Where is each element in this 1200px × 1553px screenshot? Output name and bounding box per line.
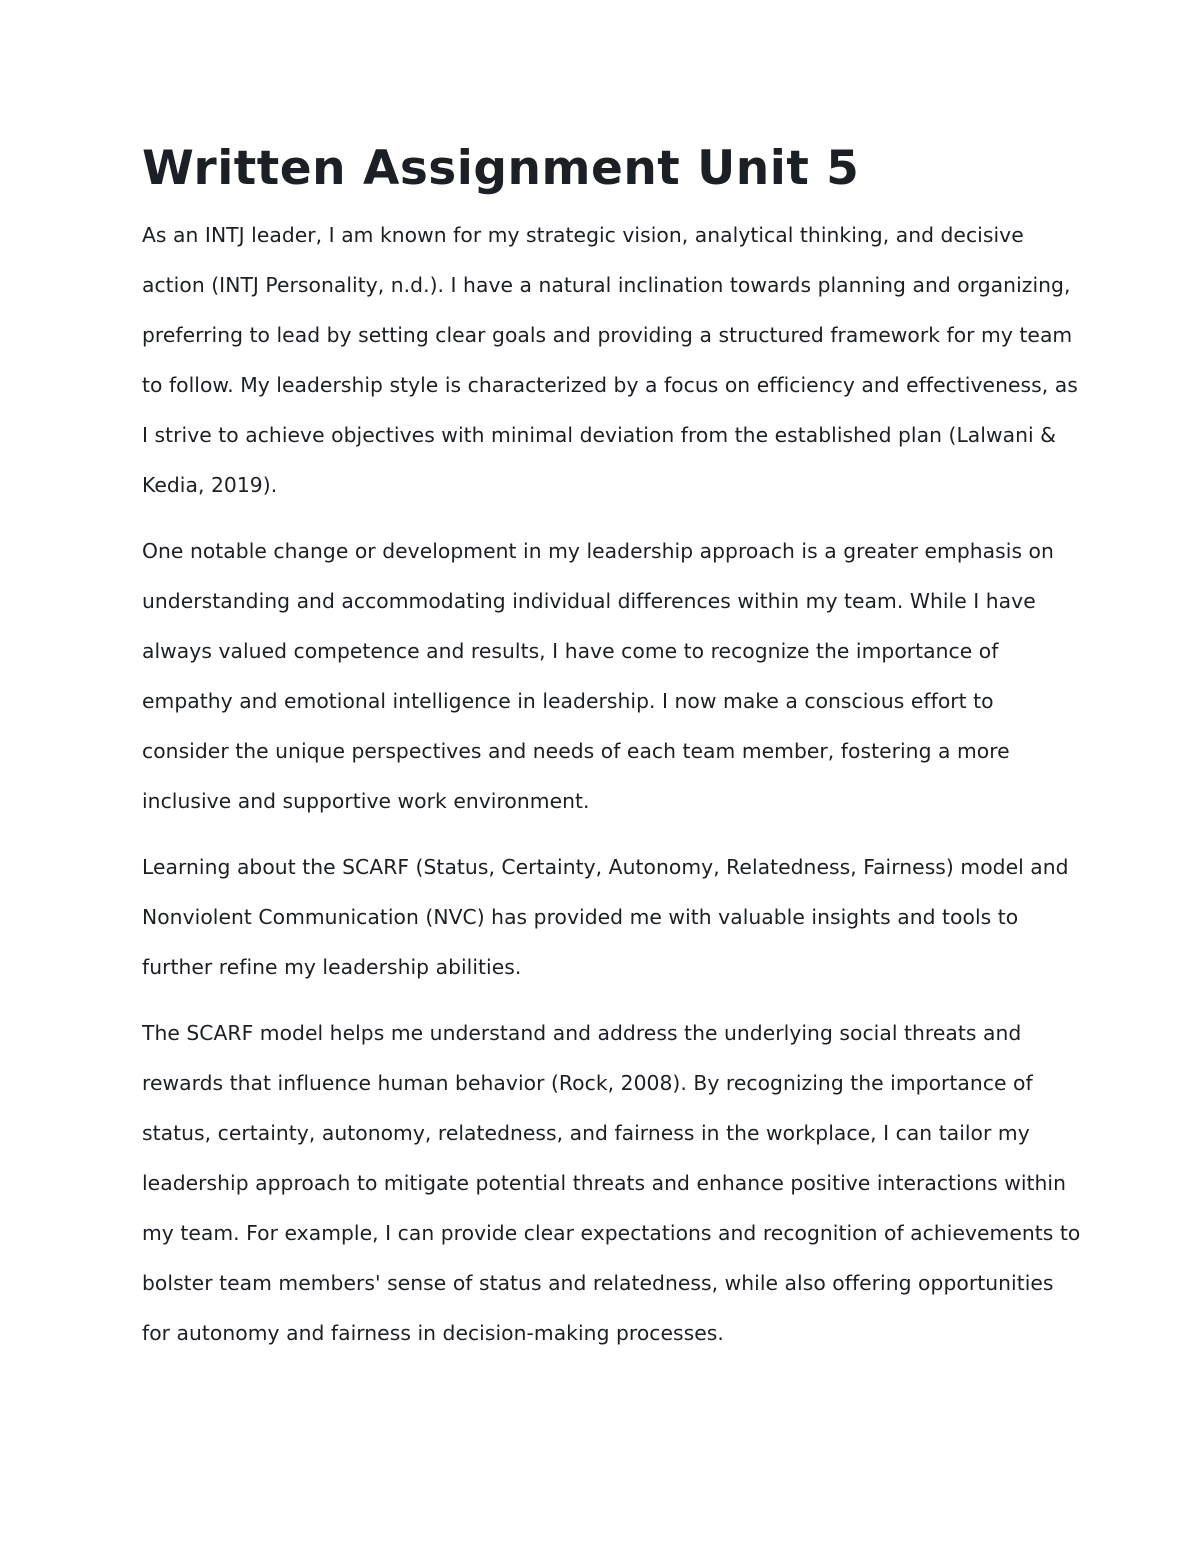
- document-title: Written Assignment Unit 5: [142, 141, 860, 196]
- paragraph-scarf-nvc: Learning about the SCARF (Status, Certainty, Autonomy, Relatedness, Fairness) model and Nonviolent Communication (NVC) has provided me with valuable insights and tools to further refine my leadership abilities.: [142, 855, 1069, 979]
- document-body: [142, 138, 1082, 1374]
- paragraph-intj-leader: As an INTJ leader, I am known for my strategic vision, analytical thinking, and decisive action (INTJ Personality, n.d.). I have a natural inclination towards planning and organizing, preferring to lead by setting clear goals and providing a structured framework for my team to follow. My leadership style is characterized by a focus on efficiency and effectiveness, as I strive to achieve objectives with minimal deviation from the established plan (Lalwani & Kedia, 2019).: [142, 223, 1078, 497]
- paragraph-leadership-change: One notable change or development in my leadership approach is a greater emphasis on understanding and accommodating individual differences within my team. While I have always valued competence and results, I have come to recognize the importance of empathy and emotional intelligence in leadership. I now make a conscious effort to consider the unique perspectives and needs of each team member, fostering a more inclusive and supportive work environment.: [142, 539, 1054, 813]
- paragraph-scarf-model: The SCARF model helps me understand and address the underlying social threats and rewards that influence human behavior (Rock, 2008). By recognizing the importance of status, certainty, autonomy, relatedness, and fairness in the workplace, I can tailor my leadership approach to mitigate potential threats and enhance positive interactions within my team. For example, I can provide clear expectations and recognition of achievements to bolster team members' sense of status and relatedness, while also offering opportunities for autonomy and fairness in decision-making processes.: [142, 1021, 1081, 1345]
